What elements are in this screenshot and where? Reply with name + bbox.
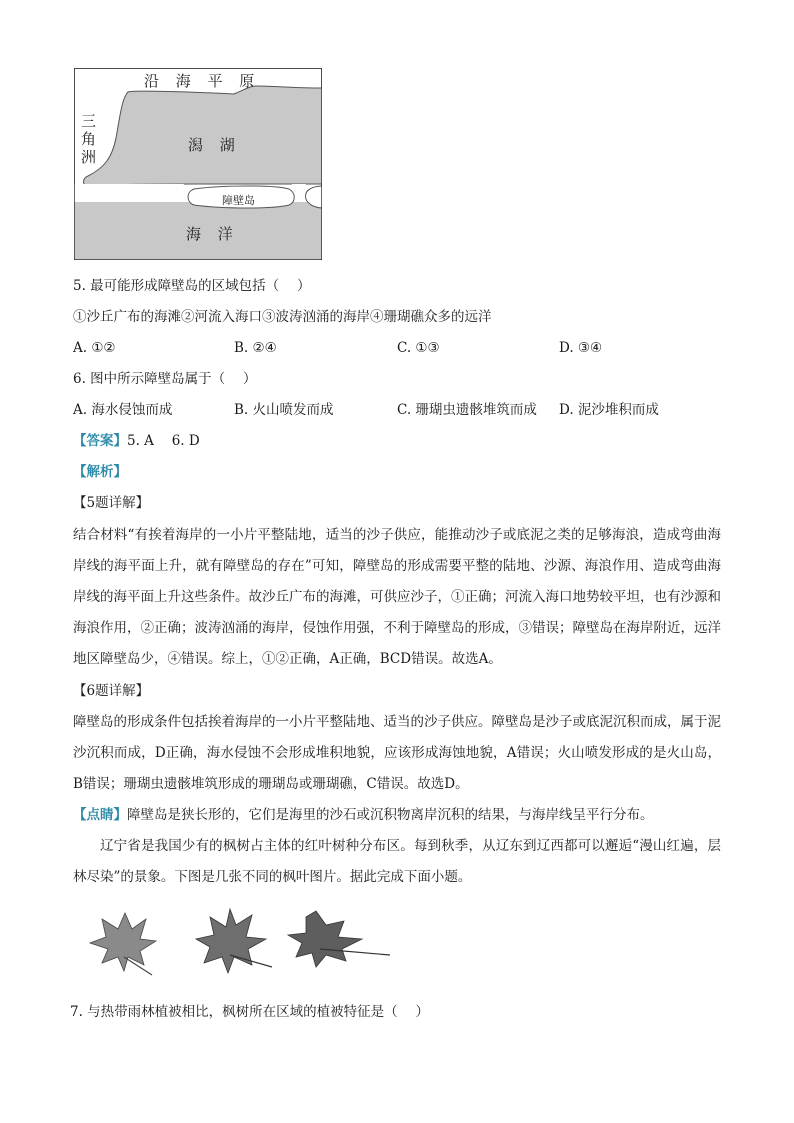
delta-label-char: 角 <box>81 130 97 148</box>
q5-items: ①沙丘广布的海滩②河流入海口③波涛汹涌的海岸④珊瑚礁众多的远洋 <box>73 309 492 325</box>
maple-leaf-3 <box>288 911 390 967</box>
dianjing-tag: 【点睛】 <box>73 807 127 823</box>
detail6-text: 障壁岛的形成条件包括挨着海岸的一小片平整陆地、适当的沙子供应。障壁岛是沙子或底泥沉积而成，属于泥沙沉积而成，D正确，海水侵蚀不会形成堆积地貌，应该形成海蚀地貌，A错误；火山喷发形成的是火山岛，B错误；珊瑚虫遗骸堆筑形成的珊瑚岛或珊瑚礁，C错误。故选D。 <box>73 714 721 792</box>
q6-option-d: D. 泥沙堆积而成 <box>559 402 659 418</box>
q5-option-a: A. ①② <box>73 340 116 356</box>
q7-stem: 7. 与热带雨林植被相比，枫树所在区域的植被特征是（ ） <box>70 1004 429 1020</box>
q6-stem: 6. 图中所示障壁岛属于（ ） <box>73 371 257 387</box>
analysis-tag: 【解析】 <box>73 464 127 480</box>
detail5-heading: 【5题详解】 <box>73 495 150 511</box>
delta-label-char: 三 <box>81 112 97 130</box>
maple-leaves-svg <box>80 905 400 980</box>
delta-label <box>81 112 96 166</box>
maple-leaf-images <box>80 905 400 980</box>
detail6-heading: 【6题详解】 <box>73 683 150 699</box>
dianjing-line <box>73 805 654 825</box>
dianjing-text: 障壁岛是狭长形的，它们是海里的沙石或沉积物离岸沉积的结果，与海岸线呈平行分布。 <box>127 807 654 823</box>
maple-leaf-2 <box>196 909 272 973</box>
answer-line <box>73 431 200 451</box>
maple-passage: 辽宁省是我国少有的枫树占主体的红叶树种分布区。每到秋季，从辽东到辽西都可以邂逅“漫山红遍，层林尽染”的景象。下图是几张不同的枫叶图片。据此完成下面小题。 <box>73 838 721 885</box>
q6-option-a: A. 海水侵蚀而成 <box>73 402 173 418</box>
q6-option-c: C. 珊瑚虫遗骸堆筑而成 <box>397 402 537 418</box>
q6-option-b: B. 火山喷发而成 <box>234 402 334 418</box>
delta-label-char: 洲 <box>81 148 97 166</box>
q5-option-b: B. ②④ <box>234 340 277 356</box>
coastal-plain-label: 沿 海 平 原 <box>144 72 261 90</box>
barrier-island-label: 障壁岛 <box>222 194 255 207</box>
analysis-line <box>73 462 127 482</box>
detail5-text: 结合材料“有挨着海岸的一小片平整陆地，适当的沙子供应，能推动沙子或底泥之类的足够海浪，造成弯曲海岸线的海平面上升，就有障壁岛的存在”可知，障壁岛的形成需要平整的陆地、沙源、海浪作用、造成弯曲海岸线的海平面上升这些条件。故沙丘广布的海滩，可供应沙子，①正确；河流入海口地势较平坦，也有沙源和海浪作用，②正确；波涛汹涌的海岸，侵蚀作用强，不利于障壁岛的形成，③错误；障壁岛在海岸附近，远洋地区障壁岛少，④错误。综上，①②正确，A正确，BCD错误。故选A。 <box>73 527 721 667</box>
answer-tag: 【答案】 <box>73 433 127 449</box>
ocean-label: 海 洋 <box>186 225 239 243</box>
answer-text: 5. A 6. D <box>127 433 200 449</box>
q5-option-d: D. ③④ <box>559 340 603 356</box>
maple-leaf-1 <box>90 913 156 975</box>
q5-option-c: C. ①③ <box>397 340 440 356</box>
q5-stem: 5. 最可能形成障壁岛的区域包括（ ） <box>73 278 311 294</box>
lagoon-label: 潟 湖 <box>188 136 241 154</box>
lagoon-map-figure <box>74 68 322 260</box>
